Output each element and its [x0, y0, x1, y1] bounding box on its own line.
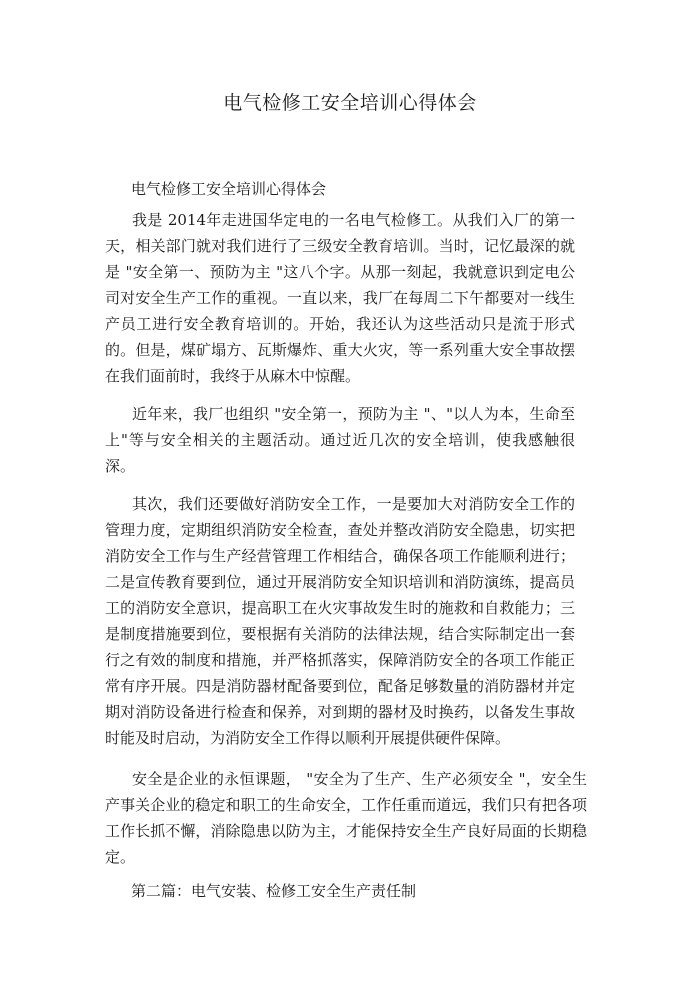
- document-subtitle: 电气检修工安全培训心得体会: [131, 180, 327, 198]
- paragraph-4: 安全是企业的永恒课题， "安全为了生产、生产必须安全 "，安全生产事关企业的稳定和职工的生命安全，工作任重而道远，我们只有把各项工作长抓不懈，消除隐患以防为主，才能保持安全生产良好局面的长期稳定。: [105, 770, 587, 866]
- paragraph-2: 近年来，我厂也组织 "安全第一，预防为主 "、"以人为本，生命至上"等与安全相关的主题活动。通过近几次的安全培训，使我感触很深。: [105, 405, 575, 475]
- paragraph-3: 其次，我们还要做好消防安全工作，一是要加大对消防安全工作的管理力度，定期组织消防安全检查，查处并整改消防安全隐患，切实把消防安全工作与生产经营管理工作相结合，确保各项工作能顺利进行；二是宣传教育要到位，通过开展消防安全知识培训和消防演练，提高员工的消防安全意识，提高职工在火灾事故发生时的施救和自救能力；三是制度措施要到位，要根据有关消防的法律法规，结合实际制定出一套行之有效的制度和措施，并严格抓落实，保障消防安全的各项工作能正常有序开展。四是消防器材配备要到位，配备足够数量的消防器材并定期对消防设备进行检查和保养，对到期的器材及时换药，以备发生事故时能及时启动，为消防安全工作得以顺利开展提供硬件保障。: [105, 495, 575, 747]
- section-heading: 第二篇：电气安装、检修工安全生产责任制: [131, 882, 417, 900]
- document-title: 电气检修工安全培训心得体会: [223, 92, 477, 114]
- paragraph-1: 我是 2014年走进国华定电的一名电气检修工。从我们入厂的第一天，相关部门就对我们进行了三级安全教育培训。当时，记忆最深的就是 "安全第一、预防为主 "这八个字。从那一刻起，我就意识到定电公司对安全生产工作的重视。一直以来，我厂在每周二下午都要对一线生产员工进行安全教育培训的。开始，我还认为这些活动只是流于形式的。但是，煤矿塌方、瓦斯爆炸、重大火灾，等一系列重大安全事故摆在我们面前时，我终于从麻木中惊醒。: [105, 211, 575, 385]
